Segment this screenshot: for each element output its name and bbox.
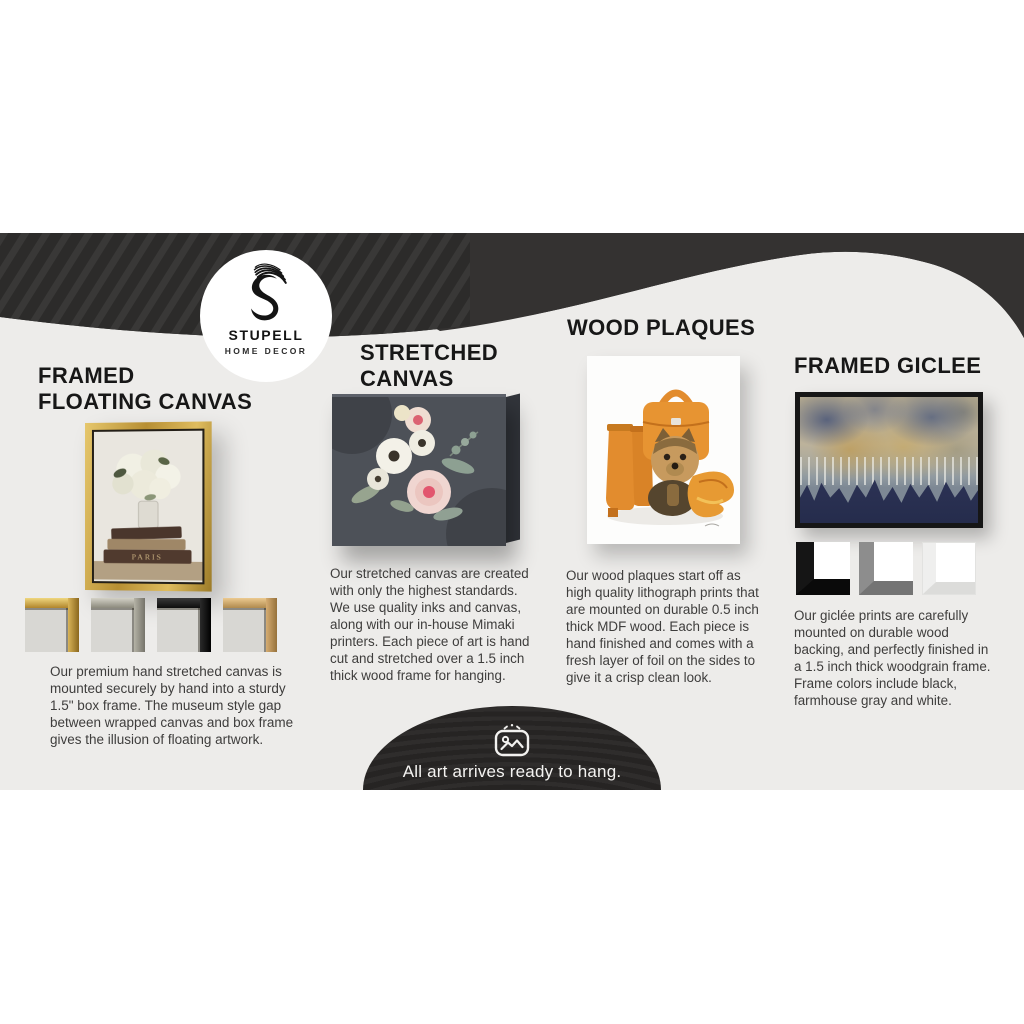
wood-plaque-product-image	[587, 356, 740, 544]
brand-name: STUPELL	[228, 327, 304, 343]
floating-canvas-description: Our premium hand stretched canvas is mounted securely by hand into a sturdy 1.5" box frame. The museum style gap between wrapped canvas and box frame gives the illusion of floating artwork.	[50, 664, 294, 747]
framed-giclee-description: Our giclée prints are carefully mounted on durable wood backing, and perfectly finished in a 1.5 inch thick woodgrain frame. Frame colors include black, farmhouse gray and white.	[794, 608, 991, 708]
abstract-giclee-artwork	[800, 397, 978, 523]
brand-logo-badge	[200, 250, 332, 382]
dark-swirl-banner	[0, 233, 1024, 363]
stretched-canvas-description: Our stretched canvas are created with only the highest standards. We use quality inks and canvas, along with our in-house Mimaki printers. Each piece of art is hand cut and stretched over a 1.5 inch thick wood frame for hanging.	[330, 566, 530, 683]
giclee-frame-white	[922, 542, 976, 595]
floating-canvas-product-image	[85, 421, 212, 591]
heading-stretched-canvas: STRETCHED CANVAS	[360, 340, 499, 391]
wood-plaques-description: Our wood plaques start off as high quality lithograph prints that are mounted on durable 0.5 inch thick MDF wood. Each piece is hand finished and comes with a fresh layer of foil on the sides to give it a crisp clean look.	[566, 568, 759, 685]
paris-book-label: PARIS	[131, 552, 163, 562]
ready-to-hang-text: All art arrives ready to hang.	[402, 762, 622, 781]
hydrangea-artwork	[94, 431, 202, 583]
brand-tagline: HOME DECOR	[224, 346, 308, 356]
heading-wood-plaques: WOOD PLAQUES	[567, 315, 756, 340]
heading-framed-giclee: FRAMED GICLEE	[794, 353, 982, 378]
frame-option-black	[157, 598, 211, 652]
blush-roses-artwork	[332, 394, 506, 546]
frame-option-tan	[223, 598, 277, 652]
stretched-canvas-product-image	[332, 394, 520, 546]
floating-frame-options	[25, 598, 289, 652]
stupell-s-swirl-icon	[237, 259, 295, 325]
heading-framed-floating-canvas: FRAMED FLOATING CANVAS	[38, 363, 253, 414]
yorkie-orange-artwork	[587, 356, 740, 544]
frame-option-silver	[91, 598, 145, 652]
frame-option-gold	[25, 598, 79, 652]
framed-picture-icon	[492, 722, 532, 758]
giclee-frame-black	[796, 542, 850, 595]
giclee-frame-gray	[859, 542, 913, 595]
framed-giclee-product-image	[795, 392, 983, 528]
giclee-frame-options	[796, 542, 985, 595]
